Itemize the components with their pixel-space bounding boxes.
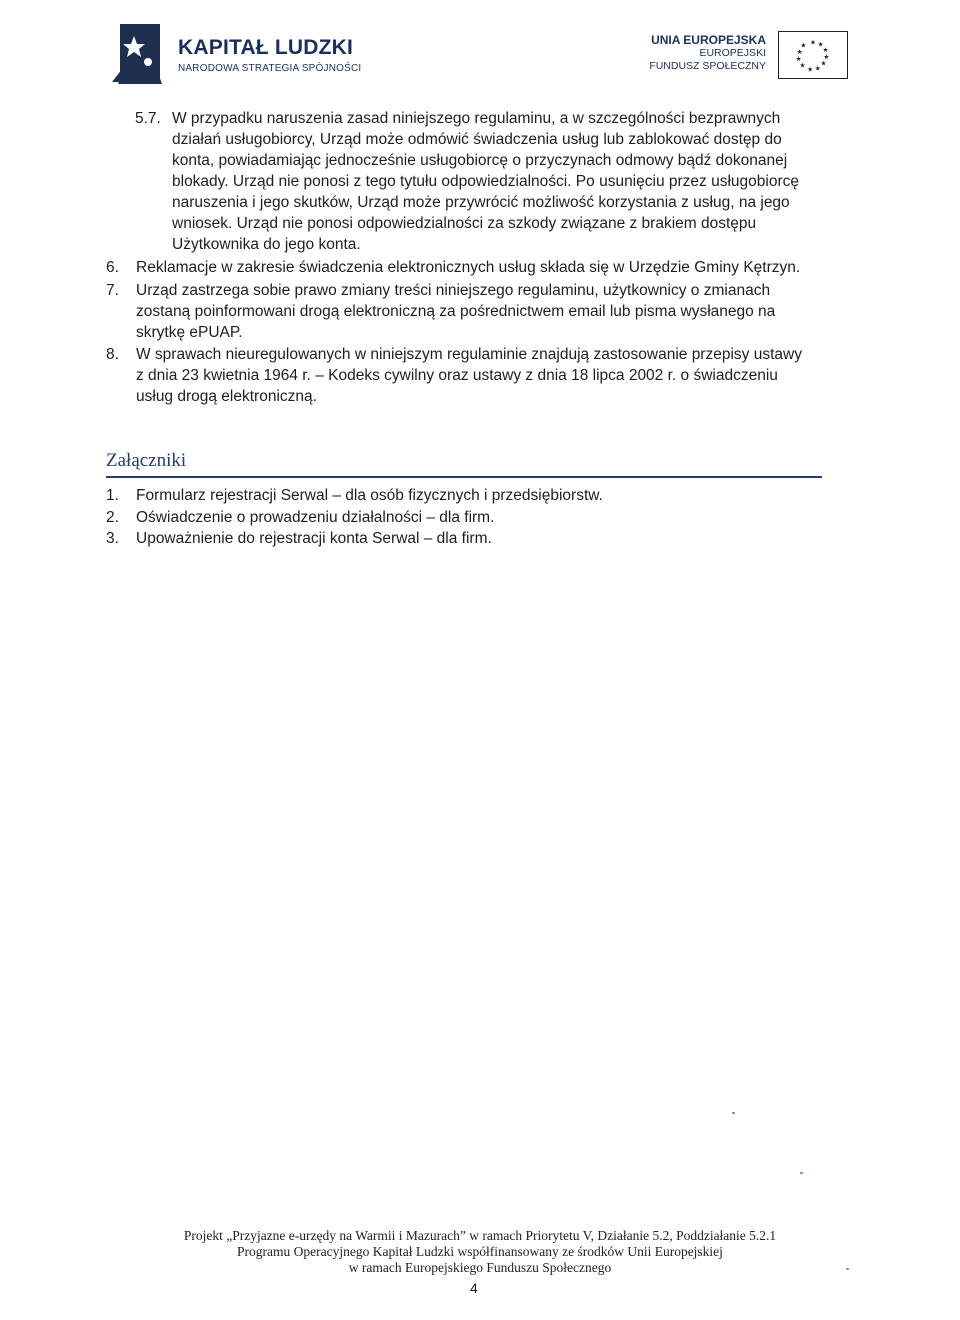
item-5-7-line-5: naruszenia i jego skutków, Urząd może przywrócić możliwość korzystania z usług, na jego	[172, 194, 790, 211]
item-5-7-line-3: konta, powiadamiając jednocześnie usługobiorcę o przyczynach odmowy bądź dokonanej	[172, 152, 788, 169]
item-7-line-1: Urząd zastrzega sobie prawo zmiany treści niniejszego regulaminu, użytkownicy o zmianach	[136, 282, 771, 299]
scan-speck	[846, 1268, 849, 1270]
item-6-number: 6.	[106, 259, 119, 276]
scan-speck	[800, 1172, 803, 1174]
attachment-2-text: Oświadczenie o prowadzeniu działalności – dla firm.	[136, 509, 495, 526]
item-7-line-3: skrytkę ePUAP.	[136, 324, 243, 341]
item-5-7-line-7: Użytkownika do jego konta.	[172, 236, 361, 253]
attachment-3-number: 3.	[106, 530, 119, 547]
eu-label-line1: UNIA EUROPEJSKA	[651, 33, 766, 47]
item-7-number: 7.	[106, 282, 119, 299]
item-8-line-3: usług drogą elektroniczną.	[136, 388, 317, 405]
item-6-line-1: Reklamacje w zakresie świadczenia elektronicznych usług składa się w Urzędzie Gminy Kętrzyn.	[136, 259, 801, 276]
svg-text:★: ★	[807, 65, 814, 74]
svg-text:★: ★	[823, 52, 830, 61]
item-5-7-line-1: W przypadku naruszenia zasad niniejszego regulaminu, a w szczególności bezprawnych	[172, 110, 781, 127]
svg-text:★: ★	[796, 48, 803, 57]
page-header	[0, 0, 960, 90]
item-8-number: 8.	[106, 346, 119, 363]
item-7-text	[136, 280, 824, 343]
svg-text:★: ★	[800, 41, 807, 50]
svg-text:★: ★	[810, 38, 816, 47]
item-5-7-line-6: wniosek. Urząd nie ponosi odpowiedzialności za szkody związane z brakiem dostępu	[172, 215, 757, 232]
svg-text:★: ★	[817, 40, 824, 49]
page-footer	[150, 1228, 810, 1276]
svg-text:★: ★	[822, 46, 829, 55]
kapital-ludzki-logo-icon	[112, 24, 164, 86]
attachment-2-number: 2.	[106, 509, 119, 526]
scan-speck	[732, 1112, 735, 1114]
item-8-text	[136, 344, 824, 407]
eu-label-line2: EUROPEJSKI	[699, 47, 766, 59]
item-5-7-text	[172, 108, 824, 255]
attachments-divider	[106, 476, 822, 478]
footer-line-2: Programu Operacyjnego Kapitał Ludzki współfinansowany ze środków Unii Europejskiej	[237, 1244, 723, 1259]
item-8-line-1: W sprawach nieuregulowanych w niniejszym regulaminie znajdują zastosowanie przepisy ustawy	[136, 346, 802, 363]
eu-flag-icon	[778, 31, 848, 79]
item-5-7-line-2: działań usługobiorcy, Urząd może odmówić świadczenia usług lub zablokować dostęp do	[172, 131, 782, 148]
page-number: 4	[470, 1280, 478, 1296]
svg-text:★: ★	[820, 59, 827, 68]
item-7-line-2: zostaną poinformowani drogą elektroniczną za pośrednictwem email lub pisma wysłanego na	[136, 303, 776, 320]
item-5-7-number: 5.7.	[135, 110, 161, 127]
svg-text:★: ★	[799, 61, 806, 70]
attachment-1-text: Formularz rejestracji Serwal – dla osób fizycznych i przedsiębiorstw.	[136, 487, 603, 504]
attachment-1-number: 1.	[106, 487, 119, 504]
item-5-7-line-4: blokady. Urząd nie ponosi z tego tytułu odpowiedzialności. Po usunięciu przez usługobiorcę	[172, 173, 799, 190]
attachments-title: Załączniki	[106, 450, 187, 471]
item-6-text	[136, 257, 824, 278]
attachment-3-text: Upoważnienie do rejestracji konta Serwal – dla firm.	[136, 530, 492, 547]
svg-text:★: ★	[814, 64, 821, 73]
eu-label-line3: FUNDUSZ SPOŁECZNY	[649, 60, 766, 72]
footer-line-1: Projekt „Przyjazne e-urzędy na Warmii i Mazurach” w ramach Priorytetu V, Działanie 5.2, Poddziałanie 5.2.1	[183, 1228, 777, 1243]
svg-text:★: ★	[795, 54, 802, 63]
logo-title: KAPITAŁ LUDZKI	[178, 36, 354, 59]
logo-subtitle: NARODOWA STRATEGIA SPÓJNOŚCI	[178, 63, 362, 74]
item-8-line-2: z dnia 23 kwietnia 1964 r. – Kodeks cywilny oraz ustawy z dnia 18 lipca 2002 r. o świadczeniu	[136, 367, 778, 384]
footer-line-3: w ramach Europejskiego Funduszu Społecznego	[348, 1260, 612, 1275]
eu-label	[649, 34, 766, 73]
